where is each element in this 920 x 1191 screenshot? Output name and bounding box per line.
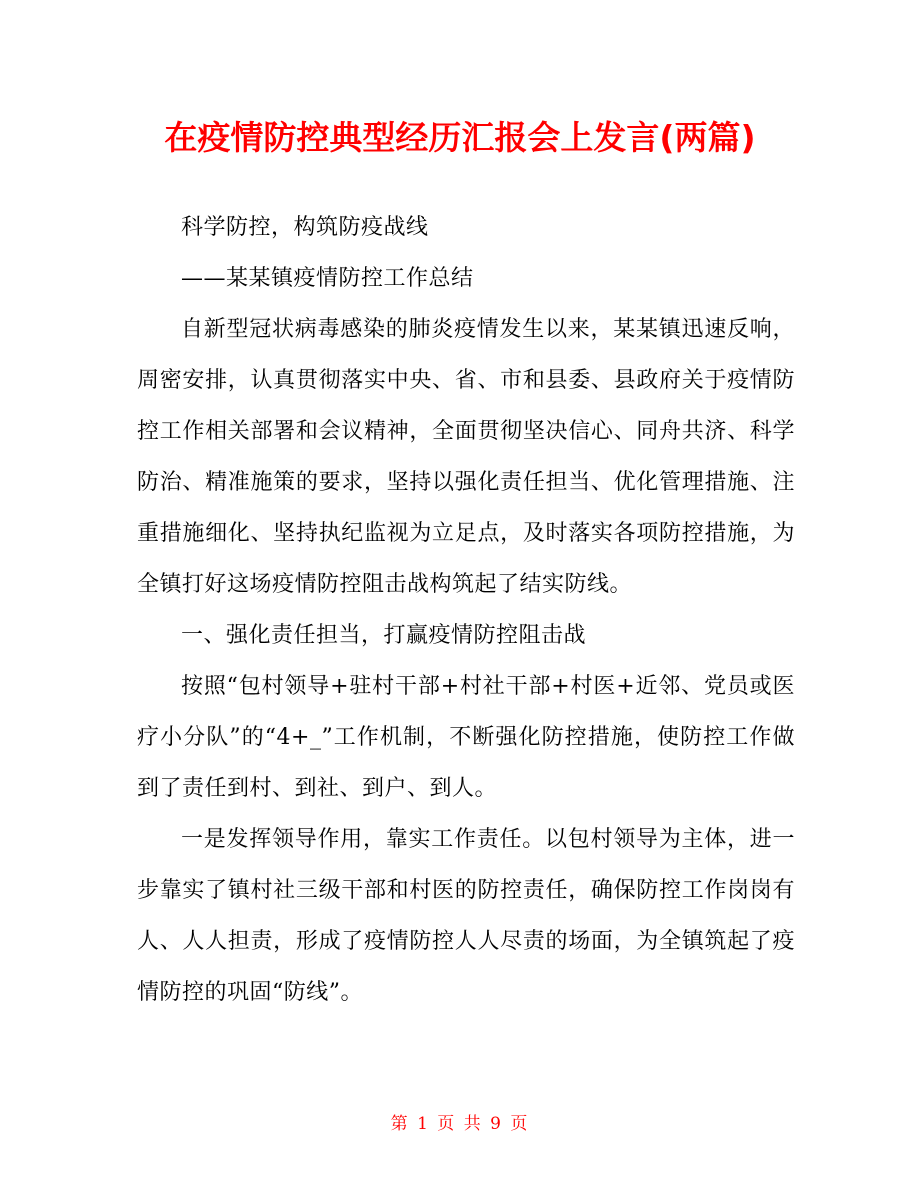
body-paragraph: 一是发挥领导作用，靠实工作责任。以包村领导为主体，进一步靠实了镇村社三级干部和村医的防控责任，确保防控工作岗岗有人、人人担责，形成了疫情防控人人尽责的场面，为全镇筑起了疫情防控的巩固“防线”。 bbox=[137, 827, 795, 1005]
section-heading-1: 一、强化责任担当，打赢疫情防控阻击战 bbox=[181, 623, 587, 648]
page-number-footer: 第 1 页 共 9 页 bbox=[390, 1114, 530, 1134]
document-body bbox=[137, 202, 795, 1018]
intro-paragraph: 自新型冠状病毒感染的肺炎疫情发生以来，某某镇迅速反响，周密安排，认真贯彻落实中央、省、市和县委、县政府关于疫情防控工作相关部署和会议精神，全面贯彻坚决信心、同舟共济、科学防治、精准施策的要求，坚持以强化责任担当、优化管理措施、注重措施细化、坚持执纪监视为立足点，及时落实各项防控措施，为全镇打好这场疫情防控阻击战构筑起了结实防线。 bbox=[137, 317, 795, 597]
document-title: 在疫情防控典型经历汇报会上发言(两篇) bbox=[164, 118, 756, 157]
body-paragraph: 按照“包村领导+驻村干部+村社干部+村医+近邻、党员或医疗小分队”的“4+_”工作机制，不断强化防控措施，使防控工作做到了责任到村、到社、到户、到人。 bbox=[137, 674, 795, 801]
subtitle-attribution: ——某某镇疫情防控工作总结 bbox=[181, 266, 474, 291]
subtitle-paragraph: 科学防控，构筑防疫战线 bbox=[181, 215, 429, 240]
